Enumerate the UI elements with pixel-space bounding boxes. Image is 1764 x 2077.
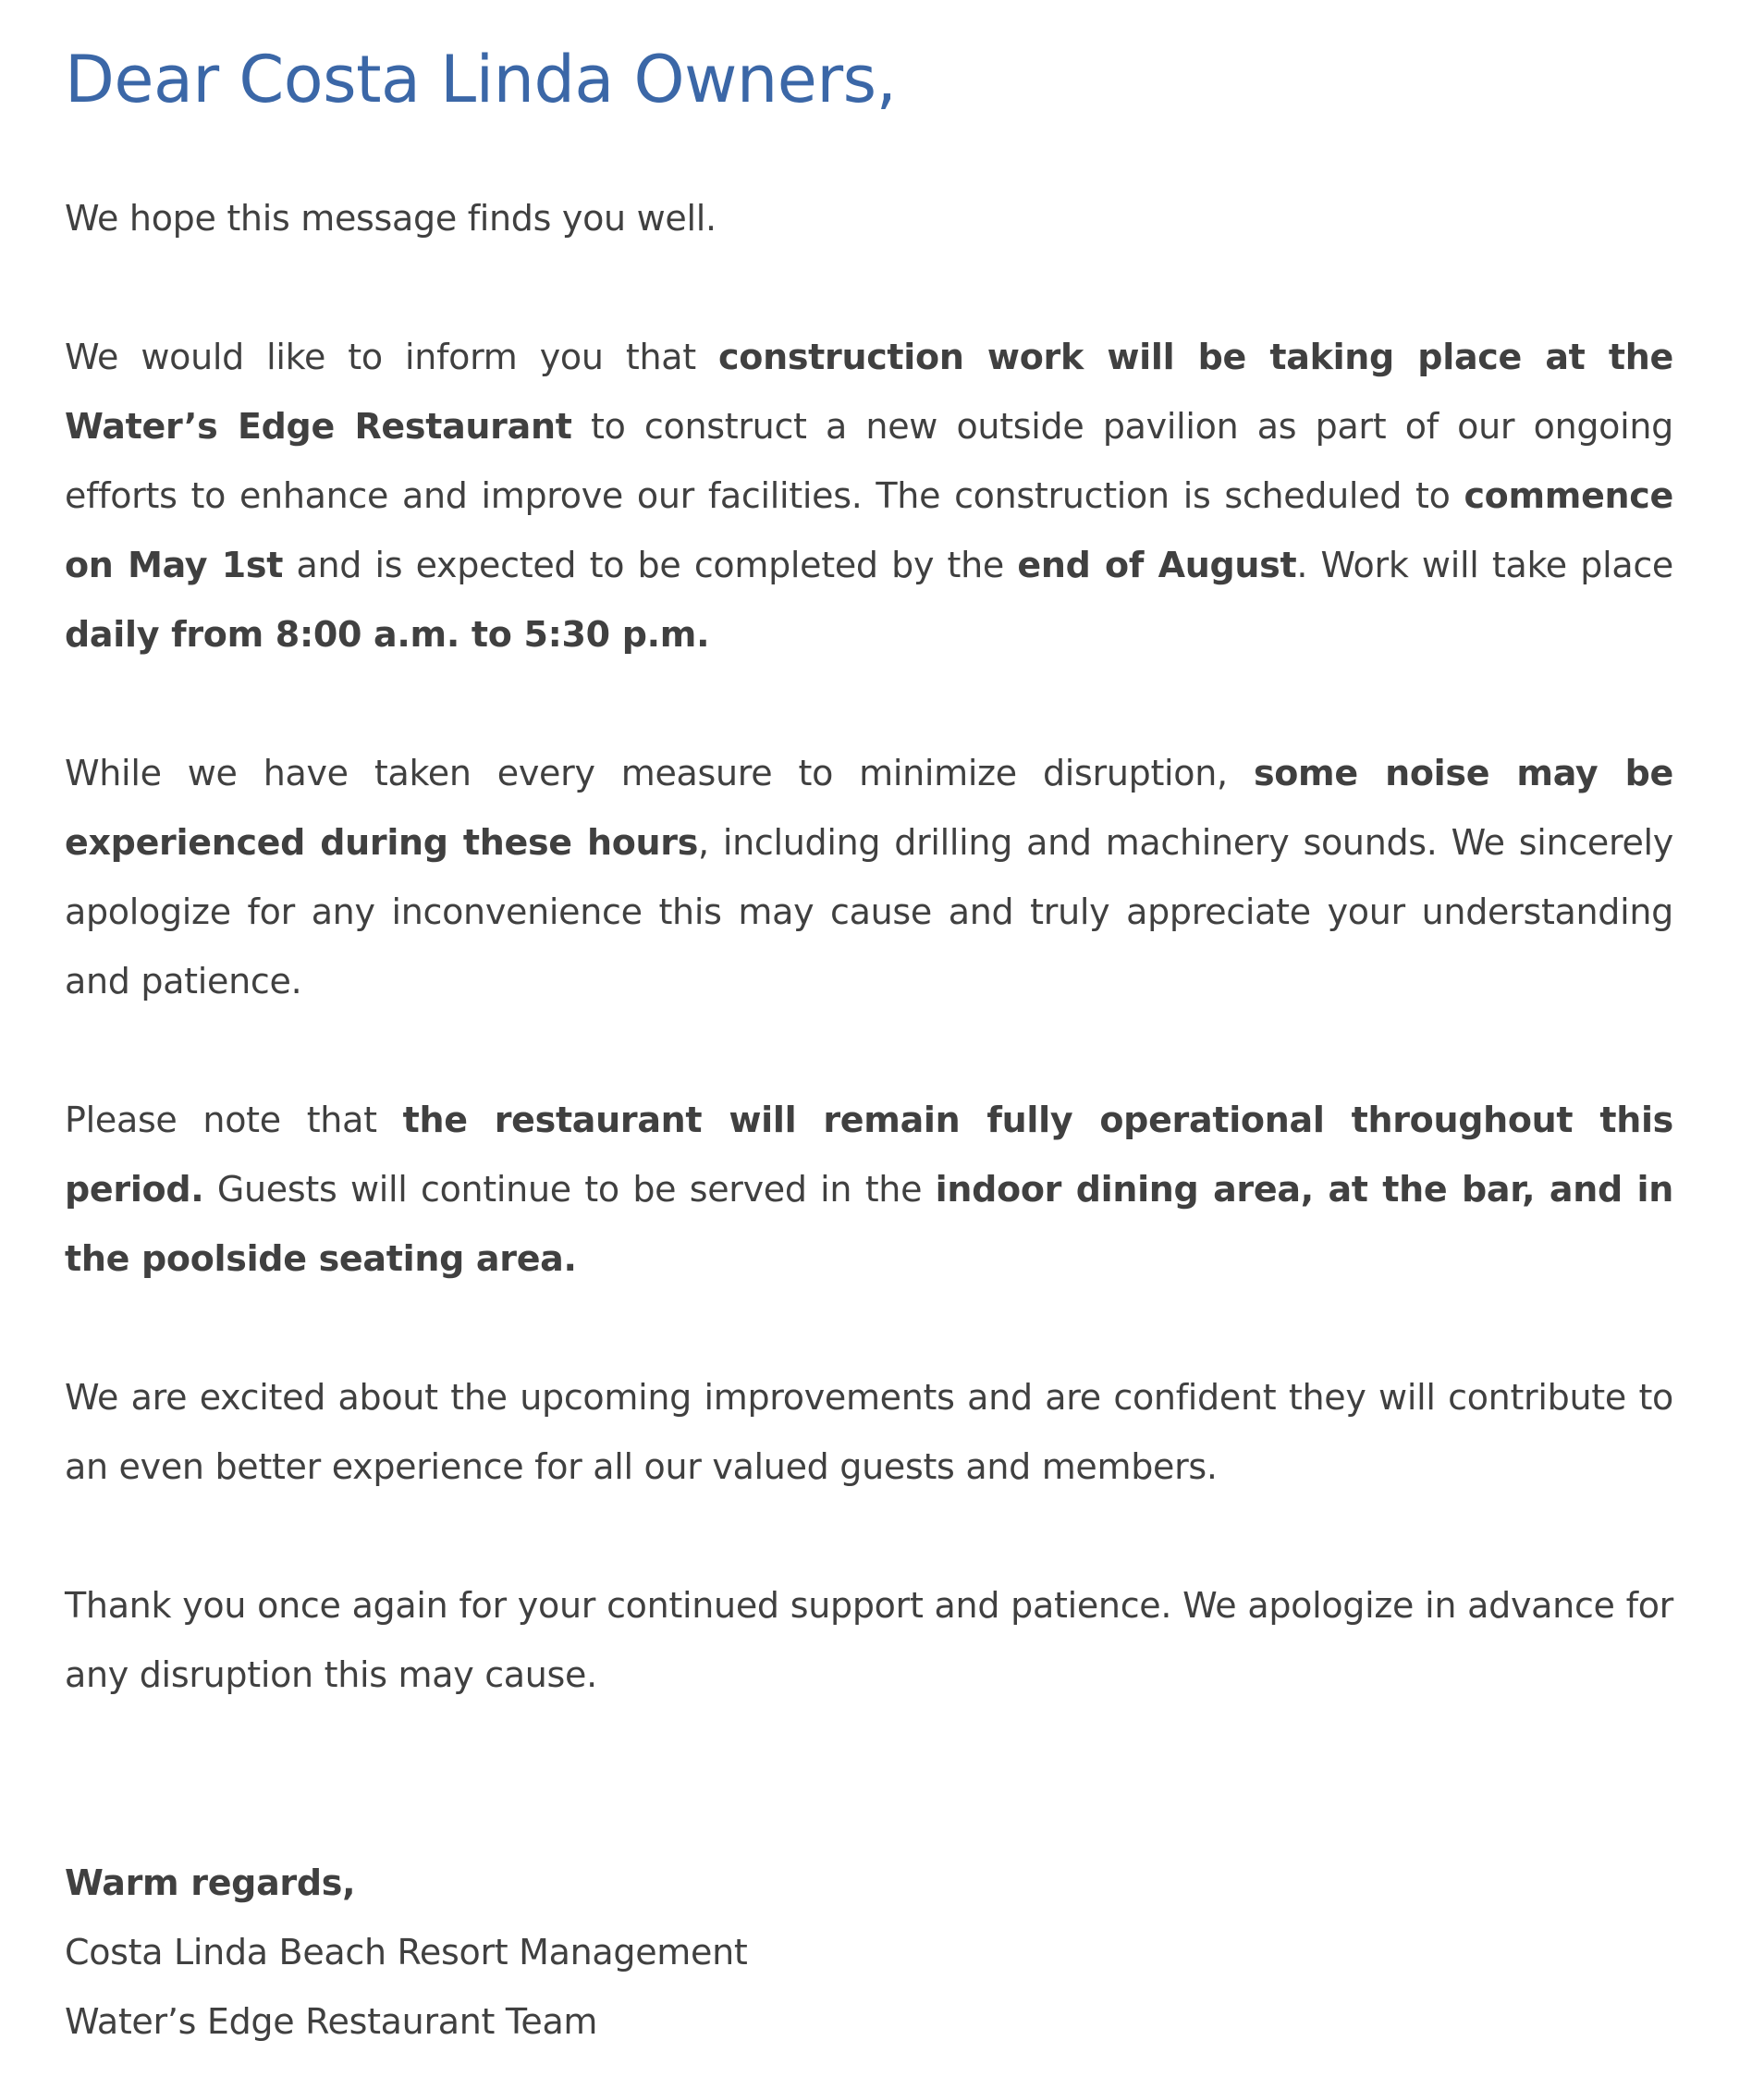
text-span: . Work will take place xyxy=(1296,545,1673,585)
bold-span: daily from 8:00 a.m. to 5:30 p.m. xyxy=(65,614,710,655)
signature-line-management: Costa Linda Beach Resort Management xyxy=(65,1932,748,1973)
greeting-heading: Dear Costa Linda Owners, xyxy=(65,42,897,117)
construction-paragraph xyxy=(65,323,1673,670)
bold-span: construction work will be taking place at the Water’s Edge Restaurant xyxy=(65,337,1673,447)
bold-span: indoor dining area, at the bar, and in the poolside seating area. xyxy=(65,1169,1673,1279)
text-span: to construct a new outside pavilion as part of our ongoing efforts to enhance and improve our facilities. The construction is scheduled to xyxy=(65,406,1673,516)
text-span: We would like to inform you that xyxy=(65,337,719,377)
intro-paragraph: We hope this message finds you well. xyxy=(65,198,717,239)
closing-line: Warm regards, xyxy=(65,1862,356,1903)
letter-body xyxy=(65,0,1673,2057)
text-span: While we have taken every measure to minimize disruption, xyxy=(65,753,1254,793)
text-span: and is expected to be completed by the xyxy=(283,545,1018,585)
noise-paragraph xyxy=(65,739,1673,1016)
thank-you-paragraph: Thank you once again for your continued support and patience. We apologize in advance for any disruption this may cause. xyxy=(65,1585,1673,1695)
bold-span: the restaurant will remain fully operational throughout this period. xyxy=(65,1100,1673,1210)
bold-span: some noise may be experienced during these hours xyxy=(65,753,1673,863)
operations-paragraph xyxy=(65,1086,1673,1294)
improvements-paragraph: We are excited about the upcoming improvements and are confident they will contribute to an even better experience for all our valued guests and members. xyxy=(65,1377,1673,1487)
text-span: , including drilling and machinery sounds. We sincerely apologize for any inconvenience this may cause and truly appreciate your understanding and patience. xyxy=(65,822,1673,1002)
text-span: Please note that xyxy=(65,1100,403,1140)
bold-span: commence on May 1st xyxy=(65,475,1673,585)
signature-block xyxy=(65,1849,1673,2057)
signature-line-team: Water’s Edge Restaurant Team xyxy=(65,2001,598,2042)
text-span: Guests will continue to be served in the xyxy=(203,1169,936,1210)
bold-span: end of August xyxy=(1017,545,1297,585)
